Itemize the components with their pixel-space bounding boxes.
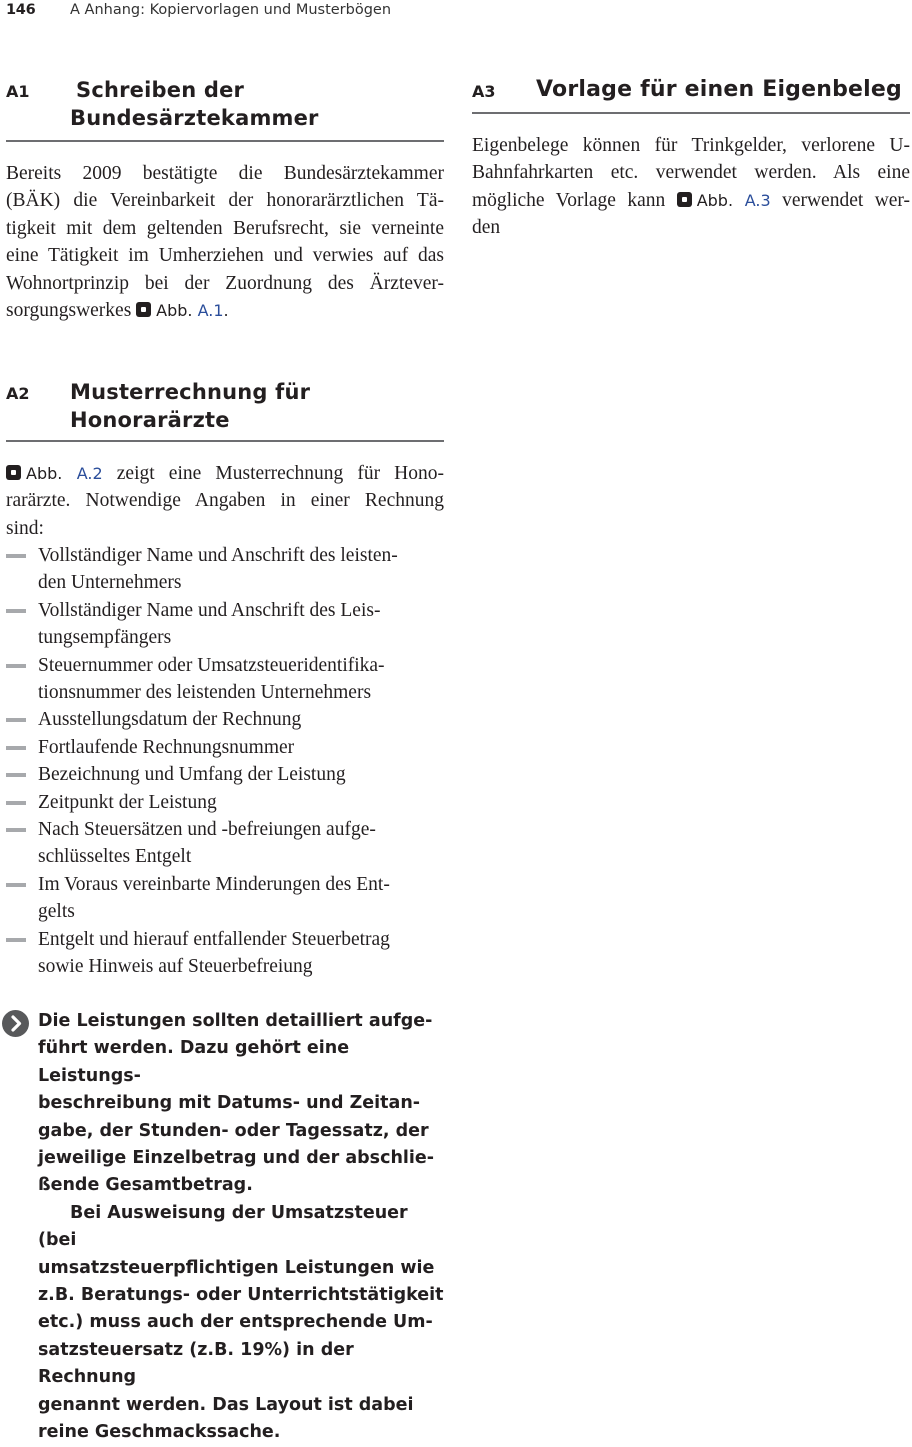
list-item-line: Nach Steuersätzen und -befreiungen aufge-	[38, 819, 376, 841]
dash-bullet-icon	[6, 883, 26, 887]
list-item-line: Entgelt und hierauf entfallender Steuerbetrag	[38, 928, 390, 950]
list-item	[6, 652, 446, 707]
section-title-line: Schreiben der	[76, 78, 245, 102]
figure-link[interactable]: A.3	[744, 190, 771, 210]
dash-bullet-icon	[6, 609, 26, 613]
dash-bullet-icon	[6, 554, 26, 558]
requirements-list	[6, 542, 446, 981]
text-span: mögliche Vorlage kann	[472, 189, 666, 211]
list-item-line: den Unternehmers	[38, 572, 182, 594]
text-span: verwendet wer-	[782, 189, 911, 211]
hint-line: reine Geschmackssache.	[38, 1422, 281, 1443]
section-a1-body	[6, 160, 444, 324]
hint-line: führt werden. Dazu gehört eine Leistungs-	[38, 1038, 350, 1086]
text-line: den	[472, 217, 501, 239]
running-head-title: A Anhang: Kopiervorlagen und Musterbögen	[70, 2, 392, 18]
list-item-line: sowie Hinweis auf Steuerbefreiung	[38, 956, 313, 978]
list-item-line: Zeitpunkt der Leistung	[38, 791, 217, 813]
dash-bullet-icon	[6, 664, 26, 668]
figure-icon	[6, 465, 21, 480]
dash-bullet-icon	[6, 746, 26, 750]
figure-link[interactable]: A.2	[76, 464, 103, 483]
punctuation: .	[223, 301, 229, 321]
list-item	[6, 789, 446, 816]
list-item-line: Im Voraus vereinbarte Minderungen des Ent-	[38, 873, 390, 895]
text-line	[472, 187, 910, 214]
figure-reference[interactable]	[6, 464, 103, 483]
chevron-right-circle-icon	[2, 1010, 29, 1037]
list-item	[6, 761, 446, 788]
section-a3-heading	[472, 76, 910, 116]
section-a2-intro	[6, 460, 444, 542]
page-number: 146	[6, 2, 36, 18]
text-span: zeigt eine Musterrechnung für Hono-	[116, 463, 445, 484]
section-title-line: Bundesärztekammer	[70, 106, 319, 130]
hint-box	[6, 1008, 446, 1447]
section-number: A2	[6, 384, 30, 403]
hint-line: jeweilige Einzelbetrag und der abschlie-	[38, 1148, 435, 1169]
section-divider	[6, 440, 444, 442]
section-a3-body	[472, 132, 910, 242]
list-item	[6, 706, 446, 733]
text-line: Bereits 2009 bestätigte die Bundesärztekammer	[6, 163, 444, 184]
list-item	[6, 816, 446, 871]
hint-line: gabe, der Stunden- oder Tagessatz, der	[38, 1120, 429, 1141]
hint-line: z.B. Beratungs- oder Unterrichtstätigkeit	[38, 1285, 444, 1306]
text-line: sind:	[6, 517, 44, 539]
dash-bullet-icon	[6, 718, 26, 722]
hint-line: umsatzsteuerpflichtigen Leistungen wie	[38, 1257, 435, 1278]
hint-paragraph	[6, 1008, 446, 1200]
hint-line: beschreibung mit Datums- und Zeitan-	[38, 1093, 421, 1114]
list-item-line: Vollständiger Name und Anschrift des leisten-	[38, 545, 398, 566]
hint-line: Die Leistungen sollten detailliert aufge-	[38, 1011, 433, 1031]
hint-line: satzsteuersatz (z.B. 19%) in der Rechnung	[38, 1339, 354, 1388]
hint-line: Bei Ausweisung der Umsatzsteuer (bei	[38, 1202, 408, 1251]
text-span: sorgungswerkes	[6, 300, 132, 322]
list-item	[6, 542, 446, 597]
dash-bullet-icon	[6, 773, 26, 777]
list-item-line: gelts	[38, 901, 75, 923]
section-divider	[472, 112, 910, 114]
figure-icon	[136, 302, 151, 317]
section-number: A3	[472, 82, 496, 101]
list-item-line: tionsnummer des leistenden Unternehmers	[38, 682, 372, 704]
figure-reference[interactable]	[136, 301, 228, 320]
section-title	[70, 76, 319, 132]
dash-bullet-icon	[6, 801, 26, 805]
figure-label: Abb.	[696, 190, 734, 210]
text-line: (BÄK) die Vereinbarkeit der honorarärztlichen Tä-	[6, 190, 444, 212]
figure-label: Abb.	[156, 301, 193, 321]
section-title-line: Musterrechnung für	[70, 380, 311, 404]
list-item-line: Steuernummer oder Umsatzsteueridentifika-	[38, 654, 385, 676]
list-item-line: Ausstellungsdatum der Rechnung	[38, 709, 302, 731]
list-item	[6, 597, 446, 652]
figure-icon	[677, 192, 692, 207]
figure-link[interactable]: A.1	[197, 301, 224, 321]
figure-label: Abb.	[26, 464, 63, 483]
text-line: rarärzte. Notwendige Angaben in einer Rechnung	[6, 490, 444, 512]
section-number: A1	[6, 82, 30, 101]
text-line: eine Tätigkeit im Umherziehen und verwies auf das	[6, 245, 444, 267]
text-line: Wohnortprinzip bei der Zuordnung des Ärztever-	[6, 272, 444, 294]
text-line	[6, 460, 444, 487]
text-line: Eigenbelege können für Trinkgelder, verlorene U-	[472, 135, 910, 156]
text-line: Bahnfahrkarten etc. verwendet werden. Als eine	[472, 162, 910, 184]
dash-bullet-icon	[6, 828, 26, 832]
running-head	[6, 0, 391, 20]
list-item-line: Vollständiger Name und Anschrift des Leis-	[38, 599, 381, 621]
hint-line: genannt werden. Das Layout ist dabei	[38, 1394, 414, 1415]
hint-line: ßende Gesamtbetrag.	[38, 1175, 253, 1196]
list-item	[6, 926, 446, 981]
section-title-line: Honorarärzte	[70, 408, 230, 432]
dash-bullet-icon	[6, 938, 26, 942]
list-item	[6, 871, 446, 926]
list-item-line: Fortlaufende Rechnungsnummer	[38, 736, 295, 758]
figure-reference[interactable]	[677, 191, 771, 210]
text-line: tigkeit mit dem geltenden Berufsrecht, sie verneinte	[6, 217, 444, 239]
section-a1-heading	[6, 76, 444, 146]
text-line	[6, 297, 444, 324]
section-divider	[6, 140, 444, 142]
hint-paragraph	[6, 1200, 446, 1447]
section-a2-heading	[6, 378, 444, 448]
section-title: Vorlage für einen Eigenbeleg	[536, 77, 902, 102]
list-item-line: Bezeichnung und Umfang der Leistung	[38, 764, 346, 786]
list-item	[6, 734, 446, 761]
list-item-line: schlüsseltes Entgelt	[38, 846, 192, 868]
section-title	[70, 378, 310, 434]
hint-line: etc.) muss auch der entsprechende Um-	[38, 1312, 433, 1333]
list-item-line: tungsempfängers	[38, 627, 172, 649]
